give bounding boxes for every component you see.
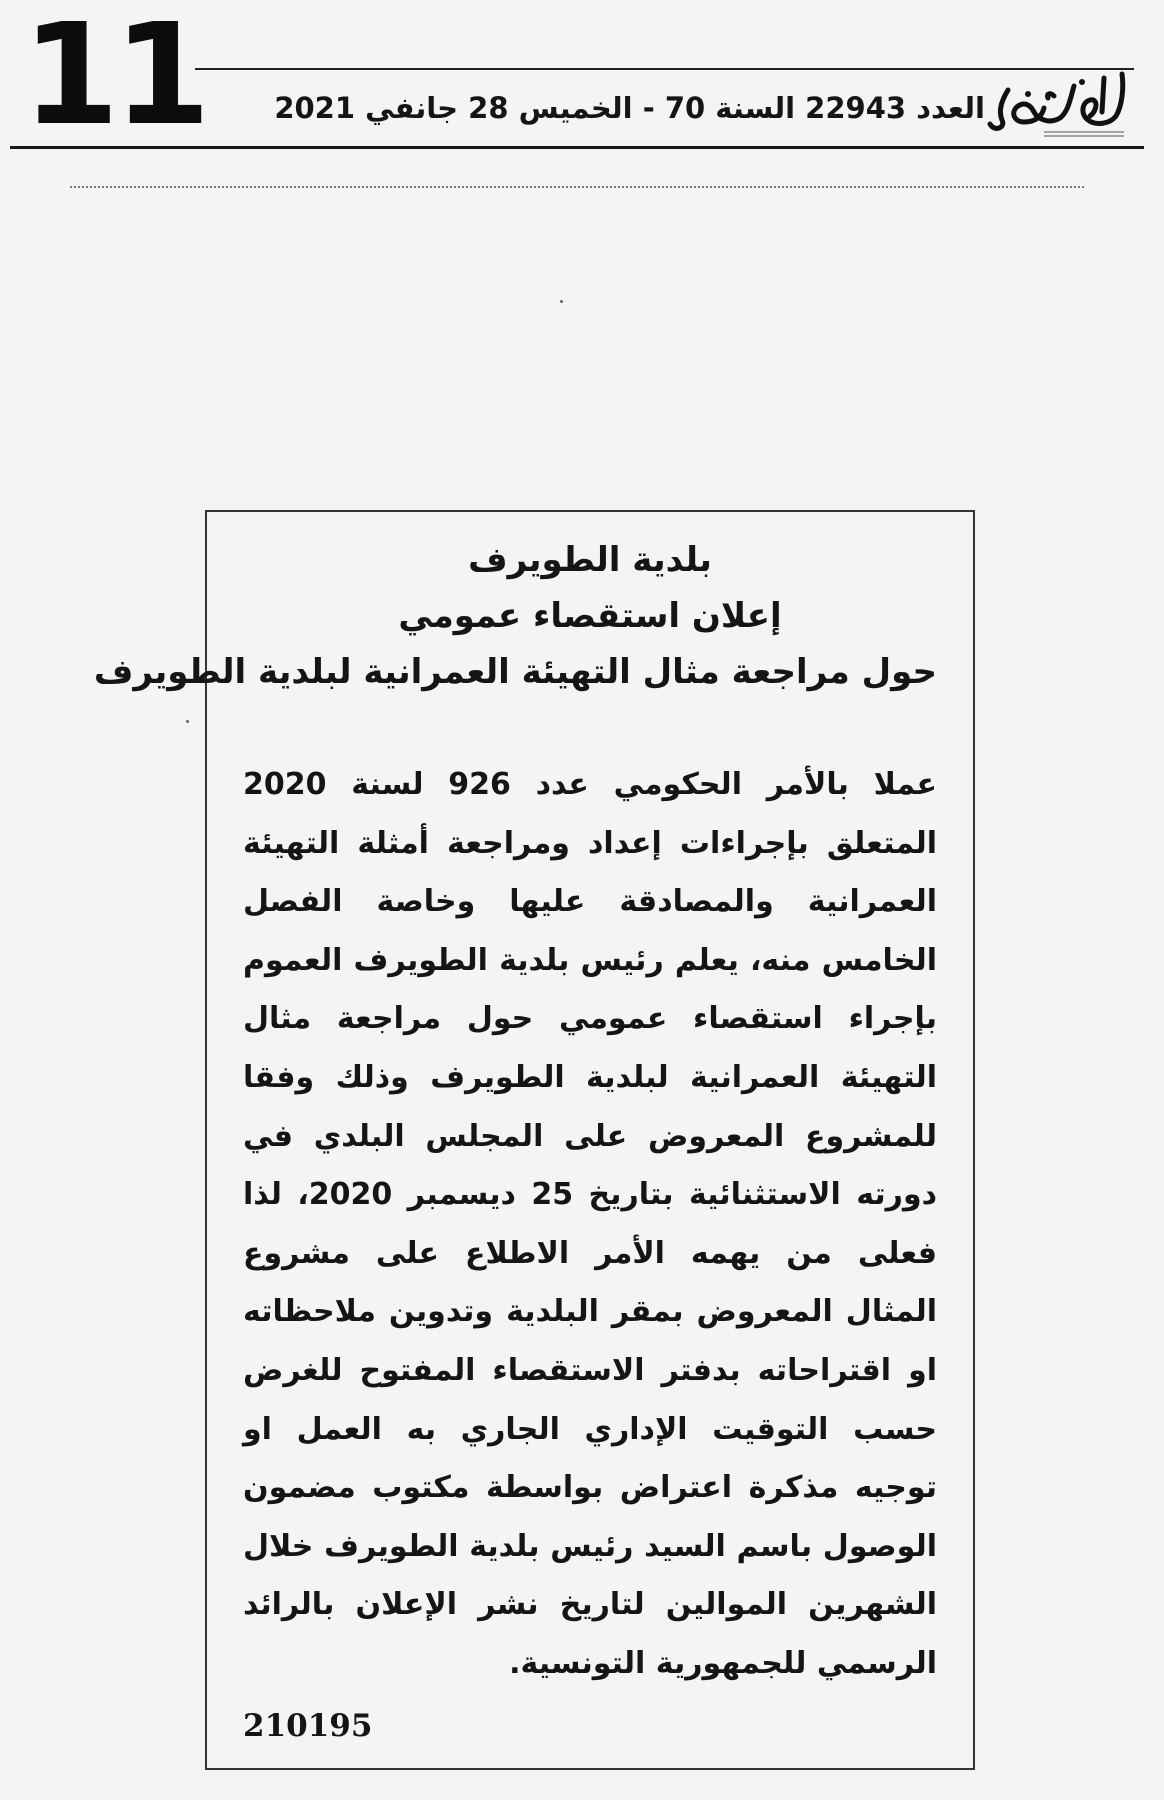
notice-body: عملا بالأمر الحكومي عدد 926 لسنة 2020 المتعلق بإجراءات إعداد ومراجعة أمثلة التهيئة العمرانية والمصادقة عليها وخاصة الفصل الخامس منه، يعلم رئيس بلدية الطويرف العموم بإجراء استقصاء عمومي حول مراجعة مثال التهيئة العمرانية لبلدية الطويرف وذلك وفقا للمشروع المعروض على المجلس البلدي في دورته الاستثنائية بتاريخ 25 ديسمبر 2020، لذا فعلى من يهمه الأمر الاطلاع على مشروع المثال المعروض بمقر البلدية وتدوين ملاحظاته او اقتراحاته بدفتر الاستقصاء المفتوح للغرض حسب التوقيت الإداري الجاري به العمل او توجيه مذكرة اعتراض بواسطة مكتوب مضمون الوصول باسم السيد رئيس بلدية الطويرف خلال الشهرين الموالين لتاريخ نشر الإعلان بالرائد الرسمي للجمهورية التونسية. (243, 767, 937, 1681)
page-number: 11 (22, 0, 205, 157)
notice-title: إعلان استقصاء عمومي (398, 596, 782, 636)
masthead-dotted-rule (70, 186, 1084, 188)
notice-subject: حول مراجعة مثال التهيئة العمرانية لبلدية الطويرف (93, 652, 937, 692)
issue-line: العدد 22943 السنة 70 - الخميس 28 جانفي 2021 (274, 91, 985, 125)
notice-municipality: بلدية الطويرف (468, 540, 712, 580)
public-notice-box (93, 510, 975, 1770)
notice-reference-number: 210195 (243, 1708, 373, 1744)
masthead-rule (10, 146, 1144, 149)
notice-heading (93, 532, 937, 700)
scan-speck (186, 720, 189, 723)
newspaper-logo (984, 66, 1134, 142)
scan-speck (560, 300, 563, 303)
